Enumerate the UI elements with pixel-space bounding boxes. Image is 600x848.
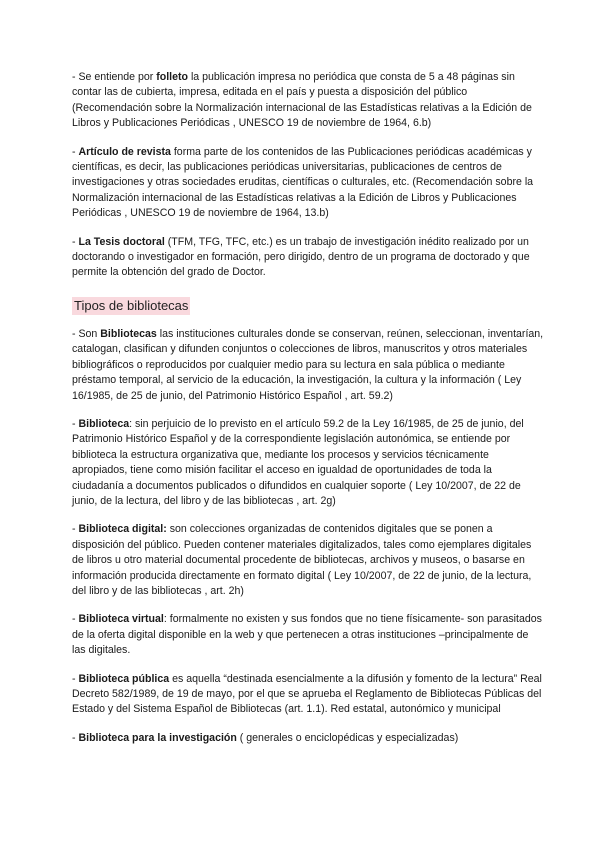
term-biblioteca-investigacion: Biblioteca para la investigación [78, 731, 237, 744]
paragraph-prefix: - [72, 417, 79, 430]
paragraph-articulo-revista [72, 145, 544, 222]
paragraph-text: : sin perjuicio de lo previsto en el artículo 59.2 de la Ley 16/1985, de 25 de junio, del Patrimonio Histórico Español y de la correspondiente legislación autonómica, se entiende por biblioteca la estructura organizativa que, mediante los procesos y servicios técnicamente apropiados, tiene como misión facilitar el acceso en igualdad de oportunidades de toda la ciudadanía a documentos publicados o difundidos en cualquier soporte ( Ley 10/2007, de 22 de junio, de la lectura, del libro y de las bibliotecas , art. 2g) [72, 417, 524, 507]
paragraph-bibliotecas [72, 327, 544, 404]
term-articulo-revista: Artículo de revista [78, 145, 171, 158]
paragraph-biblioteca-virtual [72, 612, 544, 658]
paragraph-prefix: - [72, 672, 79, 685]
term-biblioteca-digital: Biblioteca digital: [78, 523, 167, 536]
paragraph-text: la publicación impresa no periódica que consta de 5 a 48 páginas sin contar las de cubierta, impresa, editada en el país y puesta a disposición del público (Recomendación sobre la Normalización internacional de las Estadísticas relativas a la Edición de Libros y Publicaciones Periódicas , UNESCO 19 de noviembre de 1964, 6.b) [72, 71, 532, 130]
paragraph-folleto [72, 70, 544, 132]
paragraph-prefix: - [72, 613, 79, 626]
term-biblioteca: Biblioteca [78, 417, 130, 430]
section-heading: Tipos de bibliotecas [74, 297, 189, 313]
paragraph-text: ( generales o enciclopédicas y especializadas) [236, 731, 459, 744]
term-bibliotecas: Bibliotecas [100, 327, 157, 340]
paragraph-biblioteca-investigacion [72, 731, 544, 746]
paragraph-prefix: - Se entiende por [72, 71, 157, 83]
term-biblioteca-publica: Biblioteca pública [78, 672, 170, 685]
term-biblioteca-virtual: Biblioteca virtual [78, 613, 164, 626]
paragraph-text: forma parte de los contenidos de las Publicaciones periódicas académicas y científicas, es decir, las publicaciones periódicas universitarias, publicaciones de centros de investigaciones y otras sociedades eruditas, científicas o culturales, etc. (Recomendación sobre la Normalización internacional de las Estadísticas relativas a la Edición de Libros y Publicaciones Periódicas , UNESCO 19 de noviembre de 1964, 13.b) [72, 145, 534, 220]
paragraph-prefix: - Son [72, 327, 101, 340]
paragraph-prefix: - [72, 523, 79, 536]
paragraph-text: las instituciones culturales donde se conservan, reúnen, seleccionan, inventarían, catalogan, clasifican y difunden conjuntos o colecciones de libros, manuscritos y otros materiales bibliográficos o reproducidos por cualquier medio para su lectura en sala pública o mediante préstamo temporal, al servicio de la educación, la investigación, la cultura y la información ( Ley 16/1985, de 25 de junio, del Patrimonio Histórico Español , art. 59.2) [72, 327, 544, 402]
paragraph-text: (TFM, TFG, TFC, etc.) es un trabajo de investigación inédito realizado por un doctorando o investigador en formación, pero dirigido, dentro de un programa de doctorado y que permite la obtención del grado de Doctor. [72, 235, 530, 279]
paragraph-biblioteca-digital [72, 522, 544, 599]
paragraph-prefix: - [72, 731, 79, 744]
paragraph-text: es aquella “destinada esencialmente a la difusión y fomento de la lectura” Real Decreto 582/1989, de 19 de mayo, por el que se aprueba el Reglamento de Bibliotecas Públicas del Estado y del Sistema Español de Bibliotecas (art. 1.1). Red estatal, autonómico y municipal [72, 672, 542, 716]
paragraph-text: son colecciones organizadas de contenidos digitales que se ponen a disposición del público. Pueden contener materiales digitalizados, tales como ejemplares digitales de libros u otro material documental procedente de bibliotecas, archivos y museos, o basarse en información producida directamente en formato digital ( Ley 10/2007, de 22 de junio, de la lectura, del libro y de las bibliotecas , art. 2h) [72, 523, 532, 597]
paragraph-prefix: - [72, 145, 79, 158]
paragraph-biblioteca-publica [72, 672, 544, 718]
term-folleto: folleto [156, 71, 188, 83]
term-tesis-doctoral: La Tesis doctoral [78, 235, 165, 248]
paragraph-prefix: - [72, 235, 79, 248]
paragraph-tesis-doctoral [72, 235, 544, 281]
paragraph-biblioteca [72, 417, 544, 509]
paragraph-text: : formalmente no existen y sus fondos que no tiene físicamente- son parasitados de la oferta digital disponible en la web y que pertenecen a otras instituciones –principalmente de las digitales. [72, 613, 542, 657]
